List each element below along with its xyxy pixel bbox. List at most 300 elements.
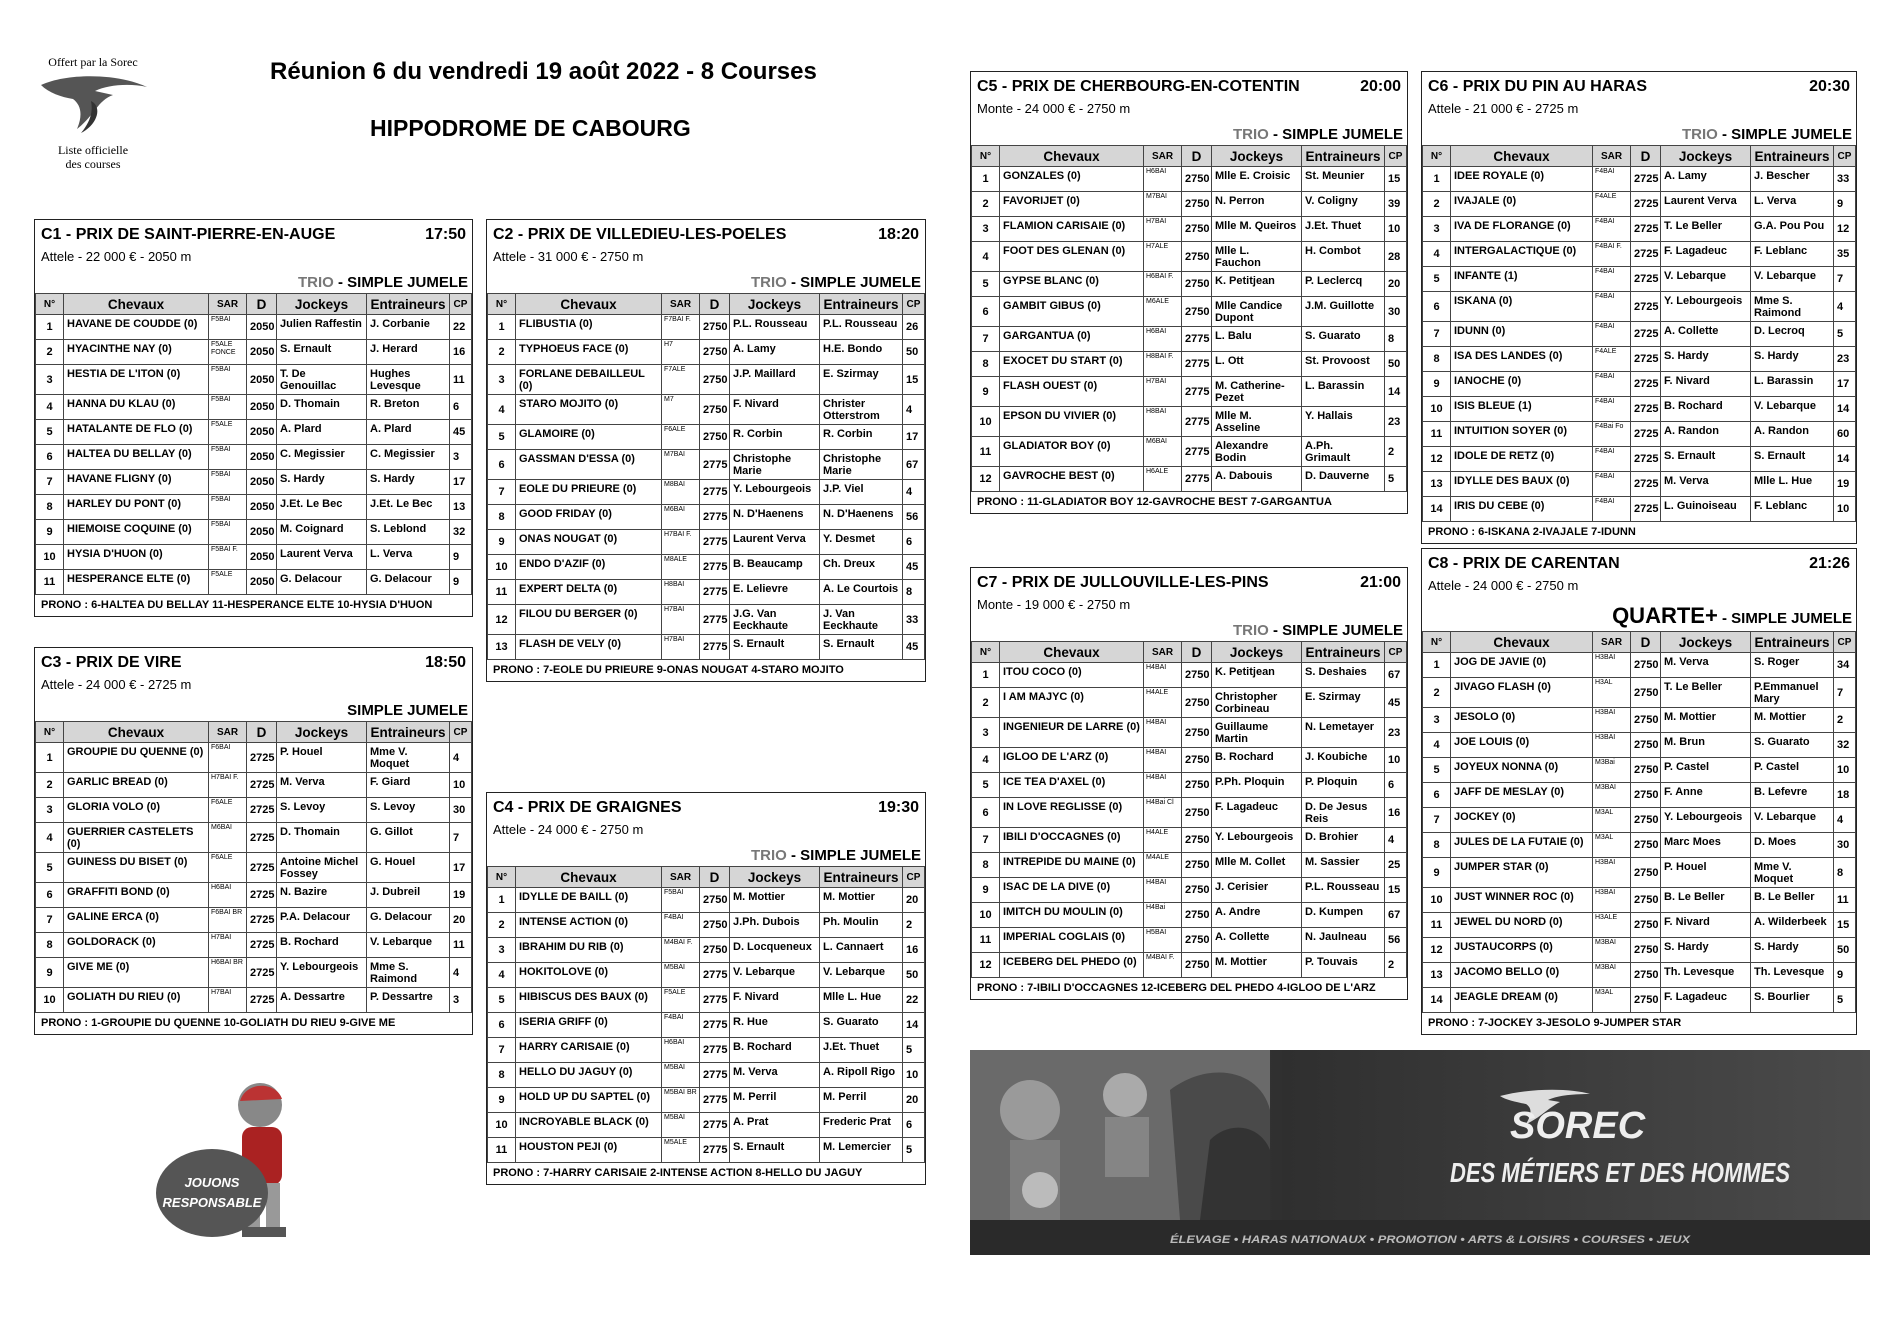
distance: 2725 xyxy=(1631,192,1661,217)
col-number: N° xyxy=(1423,632,1451,653)
trainer: S. Levoy xyxy=(367,798,450,823)
table-row xyxy=(1423,447,1856,472)
trainer: M. Perril xyxy=(820,1088,903,1113)
jockey: J.Ph. Dubois xyxy=(730,913,820,938)
trainer: S. Hardy xyxy=(1751,938,1834,963)
col-trainers: Entraineurs xyxy=(820,867,903,888)
table-row xyxy=(488,888,925,913)
horse-name: JUST WINNER ROC (0) xyxy=(1451,888,1593,913)
table-row xyxy=(1423,913,1856,938)
horse-name: HIEMOISE COQUINE (0) xyxy=(64,520,209,545)
trainer: M. Sassier xyxy=(1302,853,1385,878)
horse-name: ICEBERG DEL PHEDO (0) xyxy=(1000,953,1144,978)
race-header xyxy=(1422,72,1856,96)
trainer: St. Provoost xyxy=(1302,352,1385,377)
trainer: B. Le Beller xyxy=(1751,888,1834,913)
col-trainers: Entraineurs xyxy=(820,294,903,315)
trainer: J.P. Viel xyxy=(820,480,903,505)
col-cp: CP xyxy=(1834,632,1856,653)
runner-number: 4 xyxy=(972,748,1000,773)
jockey: J.P. Maillard xyxy=(730,365,820,395)
sex-age-robe: F5BAI xyxy=(209,445,247,470)
sex-age-robe: H7BAI xyxy=(662,605,700,635)
trainer: F. Leblanc xyxy=(1751,497,1834,522)
distance: 2750 xyxy=(1631,888,1661,913)
distance: 2725 xyxy=(247,988,277,1013)
table-row xyxy=(1423,497,1856,522)
odds-cp: 10 xyxy=(903,1063,925,1088)
distance: 2725 xyxy=(247,853,277,883)
logo-top-text: Offert par la Sorec xyxy=(48,55,138,69)
race-code: C5 - xyxy=(977,78,1008,95)
table-row xyxy=(36,853,472,883)
col-cp: CP xyxy=(1834,146,1856,167)
sex-age-robe: F4BAI xyxy=(1593,397,1631,422)
runner-number: 6 xyxy=(972,297,1000,327)
odds-cp: 19 xyxy=(1834,472,1856,497)
banner-tagline: ÉLEVAGE • HARAS NATIONAUX • PROMOTION • ARTS & LOISIRS • COURSES • JEUX xyxy=(1170,1234,1617,1246)
odds-cp: 17 xyxy=(1834,372,1856,397)
bet-rest: SIMPLE JUMELE xyxy=(347,702,468,719)
trainer: P.L. Rousseau xyxy=(820,315,903,340)
odds-cp: 14 xyxy=(903,1013,925,1038)
jockey: M. Brun xyxy=(1661,733,1751,758)
col-cp: CP xyxy=(903,867,925,888)
runner-number: 7 xyxy=(1423,322,1451,347)
odds-cp: 35 xyxy=(1834,242,1856,267)
runner-number: 5 xyxy=(1423,758,1451,783)
col-distance: D xyxy=(1182,642,1212,663)
horse-name: INCROYABLE BLACK (0) xyxy=(516,1113,662,1138)
distance: 2775 xyxy=(700,963,730,988)
col-horses: Chevaux xyxy=(1000,642,1144,663)
runner-number: 1 xyxy=(488,315,516,340)
odds-cp: 33 xyxy=(1834,167,1856,192)
odds-cp: 17 xyxy=(903,425,925,450)
horse-name: HESPERANCE ELTE (0) xyxy=(64,570,209,595)
odds-cp: 25 xyxy=(1385,853,1407,878)
distance: 2050 xyxy=(247,395,277,420)
sex-age-robe: F4BAI xyxy=(1593,267,1631,292)
runner-number: 9 xyxy=(36,958,64,988)
jockey: F. Lagadeuc xyxy=(1661,242,1751,267)
distance: 2750 xyxy=(1182,773,1212,798)
distance: 2725 xyxy=(247,933,277,958)
table-row xyxy=(1423,938,1856,963)
odds-cp: 50 xyxy=(903,340,925,365)
odds-cp: 7 xyxy=(1834,678,1856,708)
distance: 2750 xyxy=(1182,798,1212,828)
col-sar: SAR xyxy=(662,867,700,888)
race-header xyxy=(971,72,1407,96)
trainer: V. Coligny xyxy=(1302,192,1385,217)
distance: 2725 xyxy=(247,773,277,798)
distance: 2725 xyxy=(1631,497,1661,522)
jockey: F. Nivard xyxy=(730,988,820,1013)
trainer: C. Megissier xyxy=(367,445,450,470)
sex-age-robe: M4BAI F. xyxy=(1144,953,1182,978)
trainer: D. Lecroq xyxy=(1751,322,1834,347)
runner-number: 10 xyxy=(36,988,64,1013)
odds-cp: 14 xyxy=(1834,447,1856,472)
horse-name: HARRY CARISAIE (0) xyxy=(516,1038,662,1063)
odds-cp: 2 xyxy=(1385,953,1407,978)
horse-name: JACOMO BELLO (0) xyxy=(1451,963,1593,988)
runner-number: 13 xyxy=(488,635,516,660)
jockey: S. Hardy xyxy=(277,470,367,495)
distance: 2775 xyxy=(700,635,730,660)
table-row xyxy=(1423,653,1856,678)
horse-name: GIVE ME (0) xyxy=(64,958,209,988)
table-row xyxy=(1423,397,1856,422)
odds-cp: 4 xyxy=(450,958,472,988)
distance: 2750 xyxy=(1631,858,1661,888)
trainer: J. Bescher xyxy=(1751,167,1834,192)
sex-age-robe: F6BAI BR xyxy=(209,908,247,933)
race-code: C1 - xyxy=(41,226,72,243)
sex-age-robe: F4BAI xyxy=(1593,447,1631,472)
sex-age-robe: M5BAI xyxy=(662,963,700,988)
race-code: C7 - xyxy=(977,574,1008,591)
runners-table xyxy=(1422,631,1856,1013)
distance: 2750 xyxy=(1631,963,1661,988)
horse-name: GRAFFITI BOND (0) xyxy=(64,883,209,908)
table-row xyxy=(488,635,925,660)
jockey: F. Nivard xyxy=(730,395,820,425)
distance: 2725 xyxy=(1631,372,1661,397)
sex-age-robe: M7BAI xyxy=(1144,192,1182,217)
jockey: Mlle L. Fauchon xyxy=(1212,242,1302,272)
horse-name: ITOU COCO (0) xyxy=(1000,663,1144,688)
table-row xyxy=(972,437,1407,467)
trainer: Mlle L. Hue xyxy=(1751,472,1834,497)
table-row xyxy=(36,743,472,773)
sex-age-robe: H7BAI xyxy=(209,988,247,1013)
jockey: L. Guinoiseau xyxy=(1661,497,1751,522)
race-conditions: Monte - 24 000 € - 2750 m xyxy=(977,101,1131,116)
distance: 2750 xyxy=(1182,748,1212,773)
sex-age-robe: H3BAI xyxy=(1593,733,1631,758)
runner-number: 2 xyxy=(1423,678,1451,708)
odds-cp: 10 xyxy=(450,773,472,798)
runner-number: 8 xyxy=(488,505,516,530)
runners-table xyxy=(487,866,925,1163)
sex-age-robe: F5BAI xyxy=(209,365,247,395)
jockey: S. Ernault xyxy=(730,635,820,660)
runner-number: 11 xyxy=(972,437,1000,467)
bet-types xyxy=(487,264,925,293)
jockey: S. Levoy xyxy=(277,798,367,823)
horse-name: JESOLO (0) xyxy=(1451,708,1593,733)
distance: 2750 xyxy=(700,315,730,340)
trainer: S. Guarato xyxy=(820,1013,903,1038)
horse-name: I AM MAJYC (0) xyxy=(1000,688,1144,718)
horse-logo-icon xyxy=(37,71,149,141)
horse-name: IN LOVE REGLISSE (0) xyxy=(1000,798,1144,828)
horse-name: INTUITION SOYER (0) xyxy=(1451,422,1593,447)
jockey: L. Balu xyxy=(1212,327,1302,352)
trainer: V. Lebarque xyxy=(1751,267,1834,292)
distance: 2725 xyxy=(1631,447,1661,472)
trainer: S. Leblond xyxy=(367,520,450,545)
jockey: F. Nivard xyxy=(1661,913,1751,938)
trainer: St. Meunier xyxy=(1302,167,1385,192)
table-row xyxy=(488,1038,925,1063)
jockey: A. Collette xyxy=(1212,928,1302,953)
trainer: P.L. Rousseau xyxy=(1302,878,1385,903)
trainer: G.A. Pou Pou xyxy=(1751,217,1834,242)
runner-number: 14 xyxy=(1423,497,1451,522)
runner-number: 1 xyxy=(36,315,64,340)
table-row xyxy=(488,555,925,580)
distance: 2750 xyxy=(1631,808,1661,833)
runners-table xyxy=(971,145,1407,492)
col-horses: Chevaux xyxy=(1000,146,1144,167)
trainer: N. Jaulneau xyxy=(1302,928,1385,953)
col-jockeys: Jockeys xyxy=(1661,146,1751,167)
distance: 2750 xyxy=(700,425,730,450)
table-row xyxy=(488,505,925,530)
horse-name: HATALANTE DE FLO (0) xyxy=(64,420,209,445)
distance: 2050 xyxy=(247,495,277,520)
trainer: P. Leclercq xyxy=(1302,272,1385,297)
jockey: M. Verva xyxy=(277,773,367,798)
trainer: Ph. Moulin xyxy=(820,913,903,938)
jockey: P. Castel xyxy=(1661,758,1751,783)
col-sar: SAR xyxy=(1593,146,1631,167)
distance: 2750 xyxy=(700,340,730,365)
runner-number: 11 xyxy=(972,928,1000,953)
table-row xyxy=(488,450,925,480)
table-row xyxy=(488,1113,925,1138)
horse-name: JIVAGO FLASH (0) xyxy=(1451,678,1593,708)
distance: 2750 xyxy=(1182,688,1212,718)
jockey: A. Lamy xyxy=(730,340,820,365)
sex-age-robe: H3BAI xyxy=(1593,888,1631,913)
distance: 2775 xyxy=(1182,377,1212,407)
table-row xyxy=(972,377,1407,407)
sex-age-robe: H4Bai xyxy=(1144,903,1182,928)
horse-name: IMPERIAL COGLAIS (0) xyxy=(1000,928,1144,953)
horse-name: IDYLLE DE BAILL (0) xyxy=(516,888,662,913)
runner-number: 11 xyxy=(36,570,64,595)
distance: 2725 xyxy=(1631,472,1661,497)
distance: 2750 xyxy=(1182,903,1212,928)
horse-name: ISA DES LANDES (0) xyxy=(1451,347,1593,372)
odds-cp: 15 xyxy=(1834,913,1856,938)
table-row xyxy=(1423,708,1856,733)
horse-name: GLORIA VOLO (0) xyxy=(64,798,209,823)
jockey: J.G. Van Eeckhaute xyxy=(730,605,820,635)
distance: 2750 xyxy=(1631,988,1661,1013)
table-row xyxy=(36,545,472,570)
col-distance: D xyxy=(700,867,730,888)
table-row xyxy=(488,340,925,365)
runner-number: 12 xyxy=(972,953,1000,978)
runner-number: 10 xyxy=(488,555,516,580)
col-trainers: Entraineurs xyxy=(1751,146,1834,167)
trainer: Christer Otterstrom xyxy=(820,395,903,425)
race-code: C8 - xyxy=(1428,555,1459,572)
sex-age-robe: H4ALE xyxy=(1144,688,1182,718)
odds-cp: 23 xyxy=(1385,718,1407,748)
trainer: J.Et. Thuet xyxy=(820,1038,903,1063)
col-cp: CP xyxy=(903,294,925,315)
sex-age-robe: M7BAI xyxy=(662,450,700,480)
table-row xyxy=(972,928,1407,953)
odds-cp: 4 xyxy=(1834,292,1856,322)
distance: 2775 xyxy=(1182,327,1212,352)
sex-age-robe: M3AL xyxy=(1593,808,1631,833)
jockey: N. Perron xyxy=(1212,192,1302,217)
table-row xyxy=(36,470,472,495)
sex-age-robe: M6BAI xyxy=(209,823,247,853)
jockey: Laurent Verva xyxy=(1661,192,1751,217)
jockey: S. Ernault xyxy=(277,340,367,365)
distance: 2750 xyxy=(1631,708,1661,733)
table-row xyxy=(36,495,472,520)
runner-number: 6 xyxy=(1423,783,1451,808)
jockey: T. De Genouillac xyxy=(277,365,367,395)
table-row xyxy=(972,773,1407,798)
distance: 2725 xyxy=(247,798,277,823)
bet-types xyxy=(35,264,472,293)
distance: 2750 xyxy=(1182,663,1212,688)
jockey: S. Hardy xyxy=(1661,938,1751,963)
race-time: 19:30 xyxy=(878,799,919,816)
trainer: G. Delacour xyxy=(367,908,450,933)
horse-name: GARLIC BREAD (0) xyxy=(64,773,209,798)
odds-cp: 23 xyxy=(1834,347,1856,372)
trainer: P.Emmanuel Mary xyxy=(1751,678,1834,708)
table-header-row xyxy=(1423,146,1856,167)
mascot-line-2: RESPONSABLE xyxy=(162,1195,262,1210)
trainer: J. Herard xyxy=(367,340,450,365)
runner-number: 4 xyxy=(488,963,516,988)
race-prono: PRONO : 1-GROUPIE DU QUENNE 10-GOLIATH DU RIEU 9-GIVE ME xyxy=(41,1017,396,1029)
sex-age-robe: F6ALE xyxy=(209,853,247,883)
race-title xyxy=(41,654,182,672)
race-conditions: Attele - 21 000 € - 2725 m xyxy=(1428,101,1579,116)
odds-cp: 39 xyxy=(1385,192,1407,217)
runner-number: 8 xyxy=(972,853,1000,878)
runner-number: 8 xyxy=(1423,347,1451,372)
odds-cp: 9 xyxy=(1834,192,1856,217)
trainer: A. Le Courtois xyxy=(820,580,903,605)
runner-number: 5 xyxy=(972,773,1000,798)
col-sar: SAR xyxy=(1593,632,1631,653)
col-jockeys: Jockeys xyxy=(730,867,820,888)
jockey: V. Lebarque xyxy=(730,963,820,988)
horse-name: GALINE ERCA (0) xyxy=(64,908,209,933)
table-row xyxy=(36,395,472,420)
table-row xyxy=(972,407,1407,437)
bet-main: TRIO xyxy=(750,847,787,864)
trainer: P. Dessartre xyxy=(367,988,450,1013)
distance: 2050 xyxy=(247,470,277,495)
trainer: Y. Desmet xyxy=(820,530,903,555)
horse-name: GLADIATOR BOY (0) xyxy=(1000,437,1144,467)
sex-age-robe: H3ALE xyxy=(1593,913,1631,938)
runners-table xyxy=(1422,145,1856,522)
bet-rest: - SIMPLE JUMELE xyxy=(1268,622,1403,639)
sex-age-robe: H7 xyxy=(662,340,700,365)
jockey: Laurent Verva xyxy=(730,530,820,555)
trainer: Th. Levesque xyxy=(1751,963,1834,988)
horse-name: JOE LOUIS (0) xyxy=(1451,733,1593,758)
distance: 2725 xyxy=(1631,292,1661,322)
runner-number: 3 xyxy=(488,938,516,963)
table-header-row xyxy=(1423,632,1856,653)
horse-name: INGENIEUR DE LARRE (0) xyxy=(1000,718,1144,748)
race-conditions: Attele - 24 000 € - 2725 m xyxy=(41,677,192,692)
horse-name: JEAGLE DREAM (0) xyxy=(1451,988,1593,1013)
runner-number: 2 xyxy=(972,192,1000,217)
sex-age-robe: F4BAI xyxy=(1593,472,1631,497)
trainer: S. Hardy xyxy=(367,470,450,495)
jockey: P. Houel xyxy=(1661,858,1751,888)
distance: 2725 xyxy=(247,743,277,773)
distance: 2775 xyxy=(700,1113,730,1138)
sex-age-robe: H7BAI F. xyxy=(209,773,247,798)
trainer: A. Ripoll Rigo xyxy=(820,1063,903,1088)
odds-cp: 20 xyxy=(1385,272,1407,297)
horse-name: JOG DE JAVIE (0) xyxy=(1451,653,1593,678)
horse-name: GOLDORACK (0) xyxy=(64,933,209,958)
bet-rest: - SIMPLE JUMELE xyxy=(1268,126,1403,143)
bet-types xyxy=(971,612,1407,641)
distance: 2775 xyxy=(700,1088,730,1113)
sex-age-robe: H3BAI xyxy=(1593,653,1631,678)
sex-age-robe: H5BAI xyxy=(1144,928,1182,953)
sex-age-robe: H3BAI xyxy=(1593,858,1631,888)
table-header-row xyxy=(488,867,925,888)
table-row xyxy=(972,352,1407,377)
trainer: V. Lebarque xyxy=(820,963,903,988)
horse-name: GASSMAN D'ESSA (0) xyxy=(516,450,662,480)
table-row xyxy=(1423,292,1856,322)
col-number: N° xyxy=(488,294,516,315)
trainer: R. Breton xyxy=(367,395,450,420)
race-prono: PRONO : 7-JOCKEY 3-JESOLO 9-JUMPER STAR xyxy=(1428,1017,1682,1029)
jockey: M. Verva xyxy=(1661,472,1751,497)
trainer: S. Ernault xyxy=(1751,447,1834,472)
horse-name: IDUNN (0) xyxy=(1451,322,1593,347)
race-time: 18:20 xyxy=(878,226,919,243)
distance: 2775 xyxy=(700,1063,730,1088)
horse-name: EOLE DU PRIEURE (0) xyxy=(516,480,662,505)
table-row xyxy=(1423,758,1856,783)
distance: 2750 xyxy=(1182,167,1212,192)
table-row xyxy=(1423,808,1856,833)
trainer: J. Koubiche xyxy=(1302,748,1385,773)
bet-main: TRIO xyxy=(1232,126,1269,143)
horse-name: IMITCH DU MOULIN (0) xyxy=(1000,903,1144,928)
distance: 2750 xyxy=(1182,242,1212,272)
table-row xyxy=(36,958,472,988)
bet-main: TRIO xyxy=(1232,622,1269,639)
horse-name: GUERRIER CASTELETS (0) xyxy=(64,823,209,853)
odds-cp: 11 xyxy=(1834,888,1856,913)
table-row xyxy=(972,467,1407,492)
runner-number: 7 xyxy=(488,480,516,505)
odds-cp: 17 xyxy=(450,470,472,495)
odds-cp: 15 xyxy=(1385,167,1407,192)
sex-age-robe: F6BAI xyxy=(209,743,247,773)
table-row xyxy=(488,1138,925,1163)
distance: 2775 xyxy=(1182,467,1212,492)
jockey: S. Ernault xyxy=(1661,447,1751,472)
